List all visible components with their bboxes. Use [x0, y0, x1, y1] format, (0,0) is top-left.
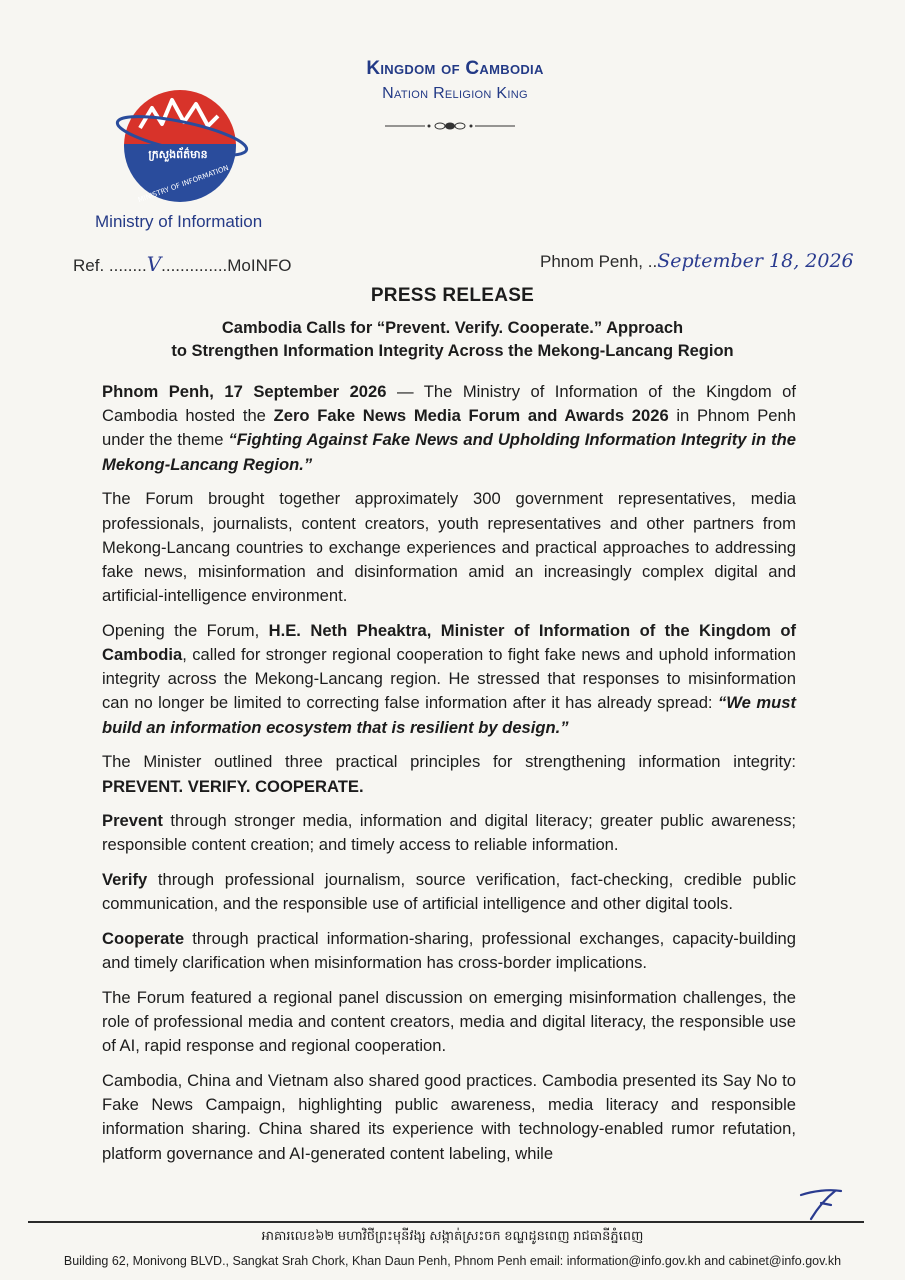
handwritten-date: September 18, 2026	[657, 250, 854, 272]
reference-suffix: ..............MoINFO	[161, 256, 292, 275]
paragraph-4	[102, 750, 796, 798]
body-text	[102, 380, 796, 1176]
cooperate-text: through practical information-sharing, professional exchanges, capacity-building and timely clarification when misinformation has cross-border implications.	[102, 929, 796, 973]
paragraph-4-text: The Minister outlined three practical principles for strengthening information integrity:	[102, 752, 796, 772]
event-name: Zero Fake News Media Forum and Awards 2026	[273, 406, 669, 426]
paragraph-1-text-b: in Phnom Penh under the theme	[102, 406, 796, 450]
ornament-divider	[385, 120, 515, 132]
prevent-text: through stronger media, information and digital literacy; greater public awareness; responsible content creation; and timely access to reliable information.	[102, 811, 796, 855]
national-motto: Nation Religion King	[382, 85, 528, 102]
kingdom-title: Kingdom of Cambodia	[366, 58, 544, 79]
paragraph-3-text-b: , called for stronger regional cooperation to fight fake news and uphold information integrity across the Mekong-Lancang region. He stressed that responses to misinformation can no longer be limited to correcting false information after it has already spread:	[102, 645, 796, 713]
paragraph-3	[102, 619, 796, 740]
subheadline-line-2: to Strengthen Information Integrity Across the Mekong-Lancang Region	[171, 342, 734, 360]
paragraph-cooperate	[102, 927, 796, 975]
paragraph-verify	[102, 868, 796, 916]
ministry-name: Ministry of Information	[95, 212, 263, 231]
verify-key: Verify	[102, 870, 148, 890]
logo-khmer-text: ក្រសួងព័ត៌មាន	[148, 148, 208, 161]
principles: PREVENT. VERIFY. COOPERATE.	[102, 776, 364, 796]
reference-number	[73, 252, 292, 276]
footer-divider	[28, 1221, 864, 1223]
kingdom-header	[300, 58, 610, 103]
paragraph-prevent	[102, 809, 796, 857]
cooperate-key: Cooperate	[102, 929, 185, 949]
dateline-lead: Phnom Penh, 17 September 2026	[102, 382, 387, 401]
footer-khmer-address: អាគារលេខ៦២ មហាវិថីព្រះមុនីវង្ស សង្កាត់ស្រះចក ខណ្ឌដូនពេញ រាជធានីភ្នំពេញ	[261, 1228, 644, 1243]
dateline	[540, 250, 854, 272]
subheadline	[100, 317, 805, 363]
dateline-place: Phnom Penh, ..	[540, 252, 658, 271]
reference-prefix: Ref. ........	[73, 256, 147, 275]
paragraph-2: The Forum brought together approximately 300 government representatives, media professionals, journalists, content creators, youth representatives and other partners from Mekong-Lancang countries to exchange experiences and practical approaches to addressing fake news, misinformation and disinformation amid an increasingly complex digital and artificial-intelligence environment.	[102, 489, 796, 606]
reference-mark: V	[146, 252, 162, 276]
paragraph-8: The Forum featured a regional panel discussion on emerging misinformation challenges, the role of professional media and content creators, media and digital literacy, the responsible use of AI, rapid response and regional cooperation.	[102, 987, 796, 1056]
verify-text: through professional journalism, source verification, fact-checking, credible public communication, and the responsible use of artificial intelligence and other digital tools.	[102, 870, 796, 914]
initials-signature	[795, 1183, 845, 1223]
forum-theme: “Fighting Against Fake News and Upholding Information Integrity in the Mekong-Lancang Region.”	[102, 430, 796, 474]
logo-english-text: MINISTRY OF INFORMATION	[136, 163, 230, 205]
paragraph-1-text-a: — The Ministry of Information of the Kingdom of Cambodia hosted the	[102, 382, 796, 426]
page-title: PRESS RELEASE	[370, 285, 535, 306]
footer-english-address: Building 62, Monivong BLVD., Sangkat Srah Chork, Khan Daun Penh, Phnom Penh email: information@info.gov.kh and cabinet@info.gov.kh	[63, 1254, 842, 1268]
minister-quote: “We must build an information ecosystem that is resilient by design.”	[102, 693, 796, 737]
paragraph-9: Cambodia, China and Vietnam also shared good practices. Cambodia presented its Say No to Fake News Campaign, highlighting public awareness, media literacy and responsible information sharing. China shared its experience with technology-enabled rumor refutation, platform governance and AI-generated content labeling, while	[102, 1071, 796, 1163]
ministry-logo	[112, 86, 252, 206]
paragraph-3-text-a: Opening the Forum,	[102, 620, 269, 640]
subheadline-line-1: Cambodia Calls for “Prevent. Verify. Cooperate.” Approach	[221, 319, 684, 337]
minister-name: H.E. Neth Pheaktra, Minister of Information of the Kingdom of Cambodia	[102, 620, 796, 665]
prevent-key: Prevent	[102, 811, 163, 831]
paragraph-1	[102, 380, 796, 477]
